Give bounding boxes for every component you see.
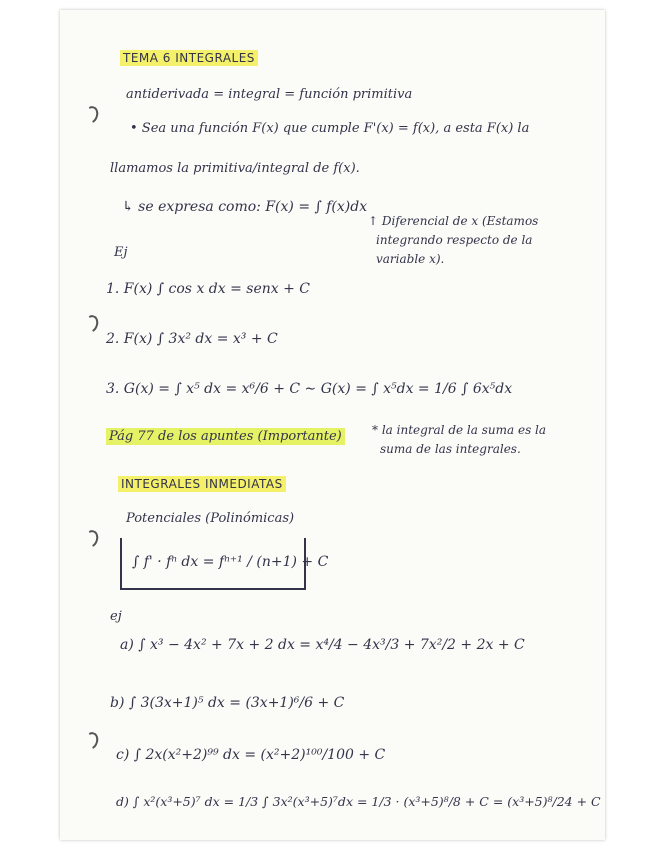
punch-hole-mark <box>81 104 100 126</box>
example-c: c) ∫ 2x(x²+2)⁹⁹ dx = (x²+2)¹⁰⁰/100 + C <box>116 747 386 763</box>
bullet-continuation: llamamos la primitiva/integral de f(x). <box>110 161 360 176</box>
bullet-line: • Sea una función F(x) que cumple F'(x) = f(x), a esta F(x) la <box>130 121 530 136</box>
notebook-page <box>60 10 605 840</box>
page-reference: Pág 77 de los apuntes (Importante) <box>106 430 345 443</box>
section-title: INTEGRALES INMEDIATAS <box>118 478 286 490</box>
example-label: Ej <box>114 245 128 260</box>
expression-line: ↳ se expresa como: F(x) = ∫ f(x)dx <box>122 199 368 215</box>
punch-hole-mark <box>81 313 100 335</box>
definition-line: antiderivada = integral = función primitiva <box>126 87 413 102</box>
example-d: d) ∫ x²(x³+5)⁷ dx = 1/3 ∫ 3x²(x³+5)⁷dx = 1/3 · (x³+5)⁸/8 + C = (x³+5)⁸/24 + C <box>116 794 601 809</box>
subsection-title: Potenciales (Polinómicas) <box>126 511 295 526</box>
example-2: 2. F(x) ∫ 3x² dx = x³ + C <box>106 331 278 347</box>
example-label-2: ej <box>110 609 122 624</box>
page-title: TEMA 6 INTEGRALES <box>120 52 258 64</box>
dx-note-line-2: integrando respecto de la <box>376 233 533 247</box>
example-1: 1. F(x) ∫ cos x dx = senx + C <box>106 281 310 297</box>
power-rule-formula: ∫ f' · fⁿ dx = fⁿ⁺¹ / (n+1) + C <box>132 554 329 570</box>
example-b: b) ∫ 3(3x+1)⁵ dx = (3x+1)⁶/6 + C <box>110 695 345 711</box>
example-3: 3. G(x) = ∫ x⁵ dx = x⁶/6 + C ∼ G(x) = ∫ x⁵dx = 1/6 ∫ 6x⁵dx <box>106 381 513 397</box>
dx-note-line-3: variable x). <box>376 252 445 266</box>
side-note-line-1: * la integral de la suma es la <box>372 423 547 437</box>
punch-hole-mark <box>81 730 100 752</box>
example-a: a) ∫ x³ − 4x² + 7x + 2 dx = x⁴/4 − 4x³/3 + 7x²/2 + 2x + C <box>120 637 525 653</box>
punch-hole-mark <box>81 528 100 550</box>
side-note-line-2: suma de las integrales. <box>380 442 521 456</box>
dx-note-line-1: ↑ Diferencial de x (Estamos <box>368 214 539 228</box>
